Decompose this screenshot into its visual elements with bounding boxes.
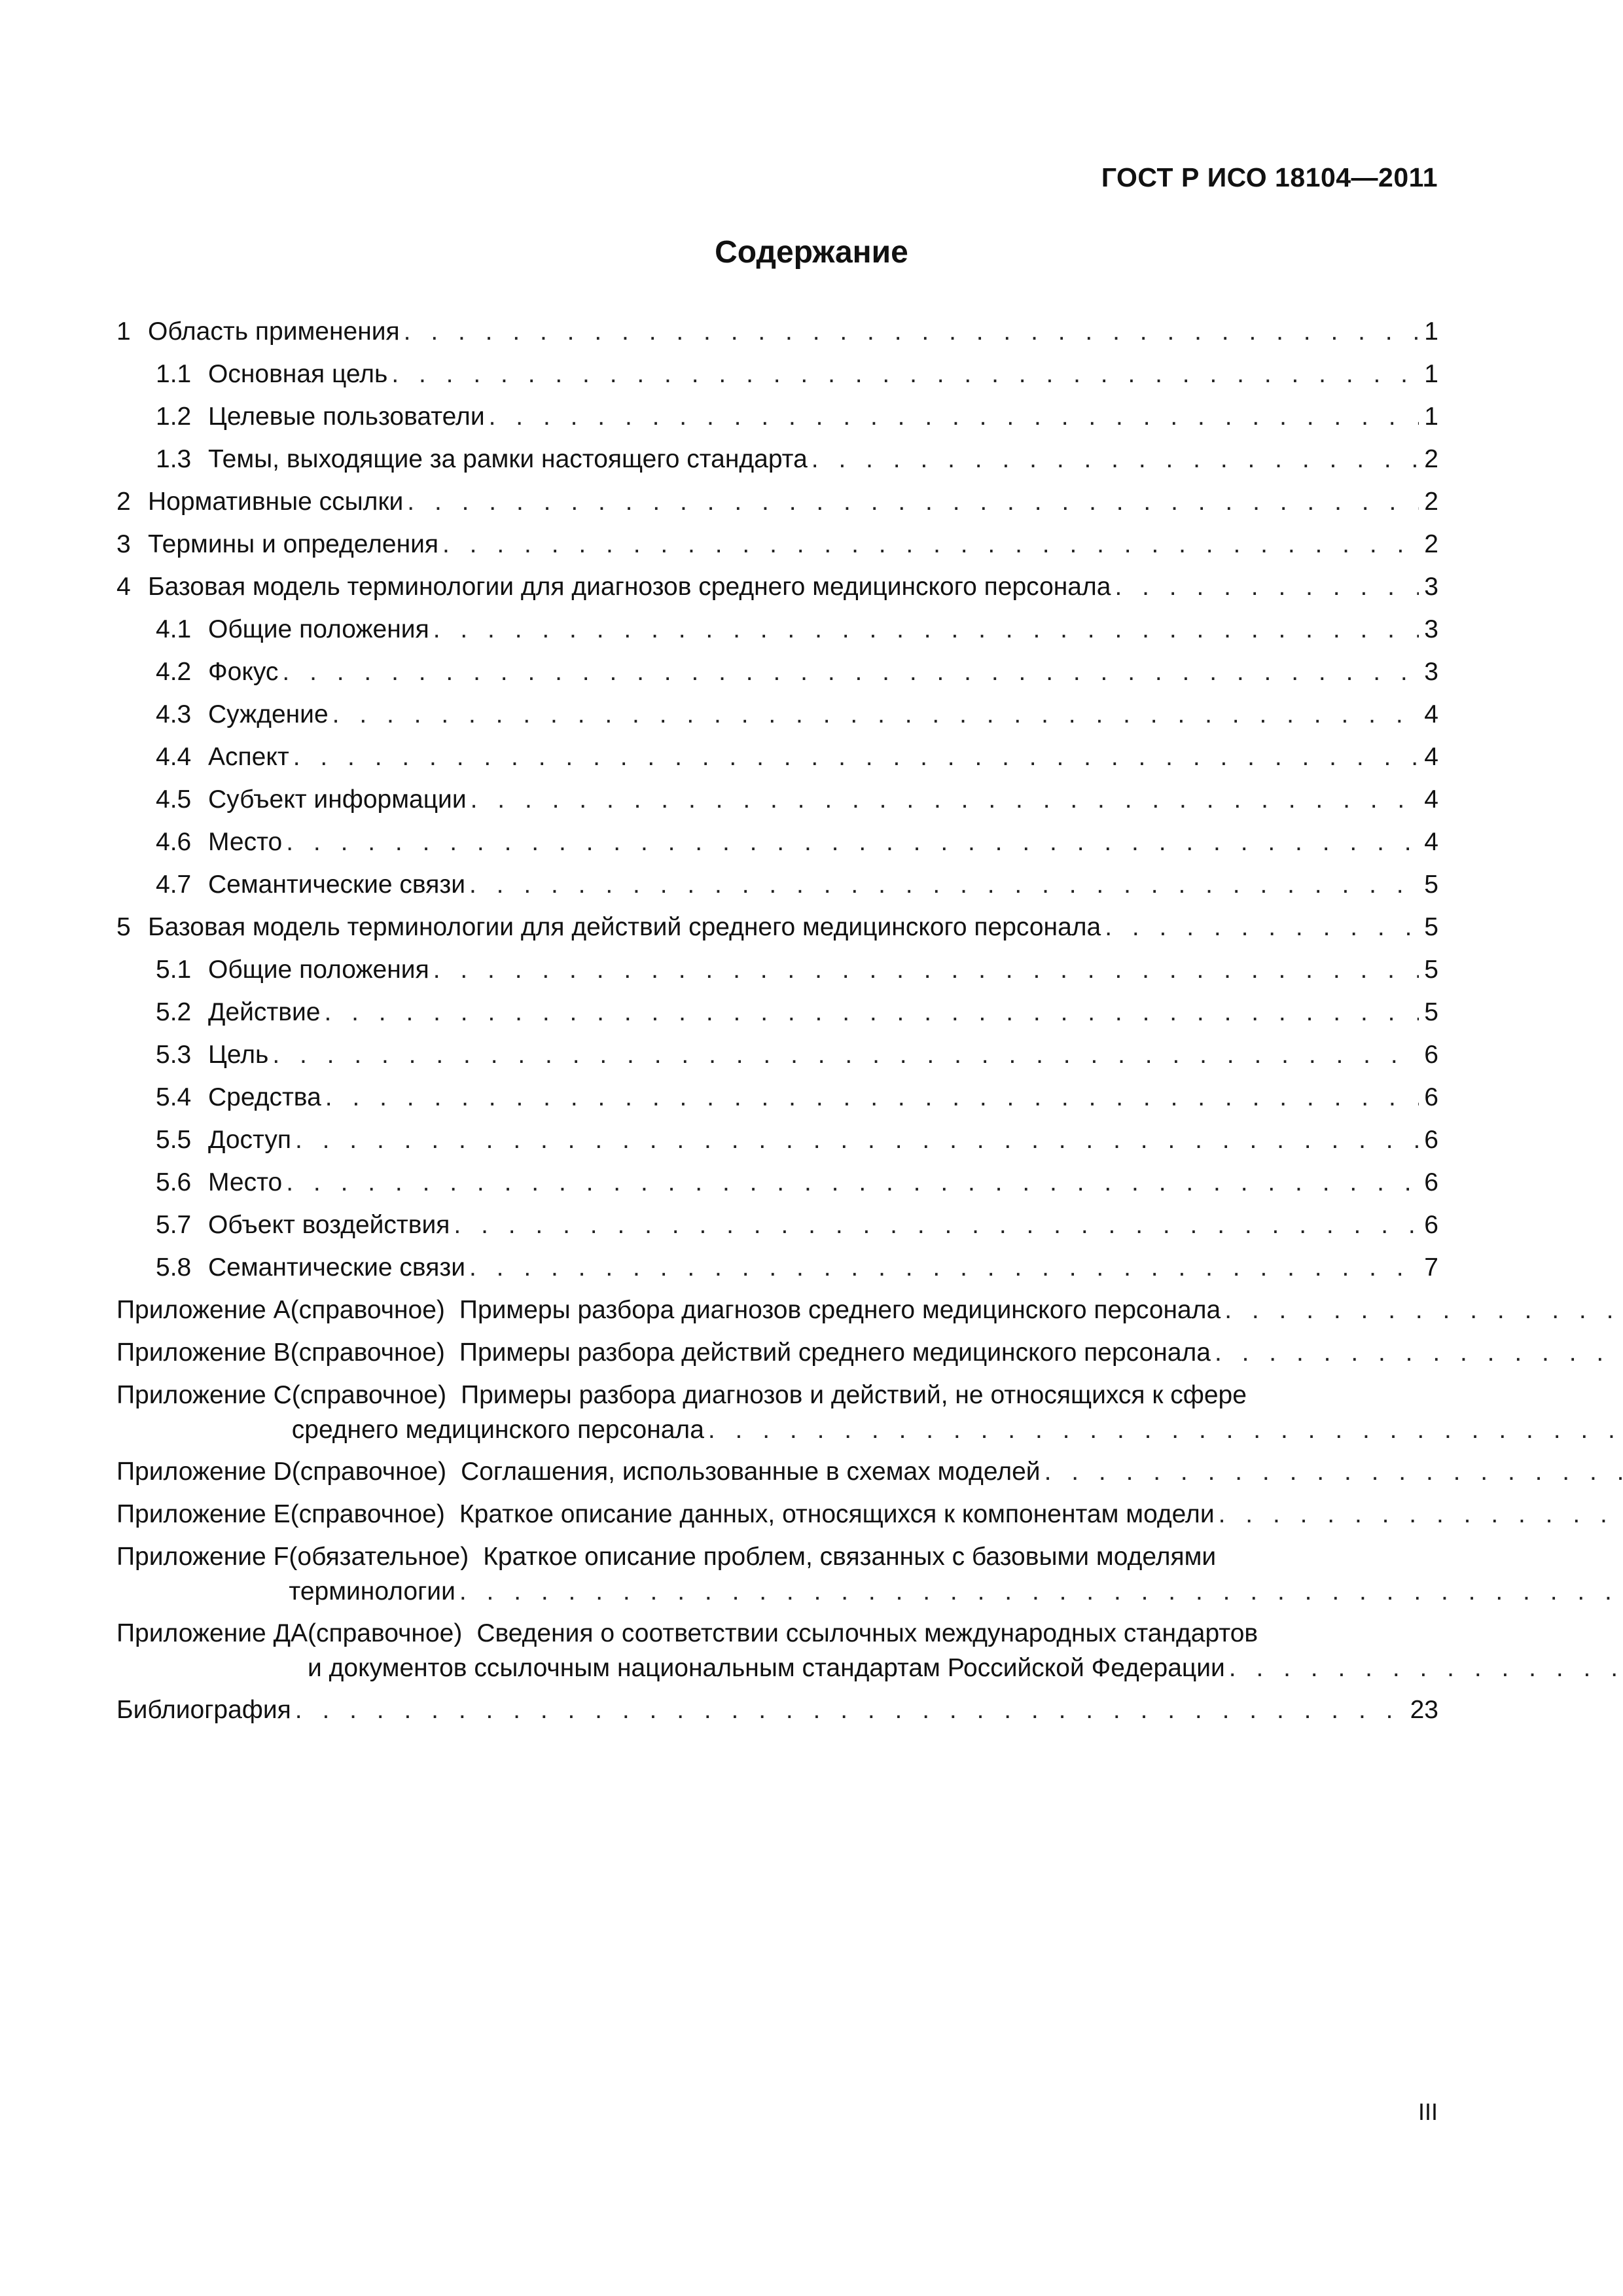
toc-leader-dots [272,1033,1419,1076]
toc-entry-page: 2 [1424,530,1438,558]
toc-entry[interactable] [116,565,1438,608]
toc-leader-dots [1229,1647,1623,1689]
toc-entry-number: 4.4 [156,743,192,771]
toc-entry[interactable] [116,608,1438,651]
toc-entry-number: 5.6 [156,1168,192,1196]
appendix-name: Приложение ДА [116,1619,308,1647]
toc-entry-label: Семантические связи [208,1253,465,1282]
toc-entry-page: 1 [1424,317,1438,346]
bibliography-page: 23 [1410,1696,1438,1724]
toc-entry-page: 6 [1424,1041,1438,1069]
toc-leader-dots [433,948,1419,991]
appendix-body [289,1535,1623,1604]
appendix-title: Сведения о соответствии ссылочных международных стандартов [476,1619,1258,1647]
appendix-title: Примеры разбора действий среднего медицинского персонала [459,1338,1211,1367]
toc-entry-page: 2 [1424,445,1438,473]
toc-entry-number: 5.8 [156,1253,192,1282]
appendix-line [291,1493,1623,1535]
toc-leader-dots [404,310,1419,353]
toc-appendix-entry[interactable] [116,1289,1438,1331]
toc-entry-number: 2 [116,488,131,516]
toc-entry-label: Семантические связи [208,870,465,899]
toc-entry-page: 3 [1424,615,1438,643]
toc-entry-number: 5.5 [156,1126,192,1154]
appendix-type: (справочное) [308,1619,463,1647]
toc-entry[interactable] [116,395,1438,438]
toc-entry-page: 5 [1424,913,1438,941]
toc-leader-dots [286,1161,1419,1204]
toc-entry-page: 1 [1424,403,1438,431]
appendix-continuation [292,1408,1623,1443]
table-of-contents [116,310,1438,1731]
toc-entry-page: 4 [1424,785,1438,814]
toc-entry[interactable] [116,523,1438,565]
toc-entry-label: Нормативные ссылки [148,488,404,516]
toc-leader-dots [282,651,1419,693]
toc-leader-dots [1105,906,1419,948]
toc-entry-page: 3 [1424,658,1438,686]
toc-entry-label: Место [208,828,283,856]
toc-entry-label: Действие [208,998,321,1026]
appendix-name: Приложение В [116,1338,291,1367]
toc-entry[interactable] [116,821,1438,863]
appendix-title-continued: среднего медицинского персонала [291,1416,704,1444]
toc-entry-number: 1.1 [156,360,192,388]
toc-entry-number: 5.4 [156,1083,192,1111]
toc-leader-dots [325,1076,1419,1119]
toc-leader-dots [442,523,1419,565]
toc-leader-dots [286,821,1419,863]
toc-entry-label: Основная цель [208,360,388,388]
toc-entry-label: Базовая модель терминологии для диагнозов среднего медицинского персонала [148,573,1111,601]
appendix-body [291,1331,1623,1374]
toc-leader-dots [459,1570,1623,1613]
toc-entry[interactable] [116,693,1438,736]
appendix-name: Приложение Е [116,1500,291,1528]
toc-entry-number: 1 [116,317,131,346]
toc-entry-label: Целевые пользователи [208,403,485,431]
toc-leader-dots [293,736,1419,778]
toc-entry-number: 5.1 [156,956,192,984]
appendix-type: (справочное) [290,1296,445,1324]
toc-leader-dots [454,1204,1419,1246]
toc-entry[interactable] [116,1204,1438,1246]
toc-entry-label: Цель [208,1041,269,1069]
toc-leader-dots [295,1689,1406,1731]
toc-entry[interactable] [116,310,1438,353]
toc-entry[interactable] [116,1161,1438,1204]
toc-entry-label: Средства [208,1083,321,1111]
toc-entry-page: 4 [1424,743,1438,771]
appendix-type: (справочное) [290,1338,445,1367]
toc-entry[interactable] [116,480,1438,523]
toc-entry-number: 1.2 [156,403,192,431]
toc-entry-label: Суждение [208,700,329,728]
toc-entry-number: 5.2 [156,998,192,1026]
appendix-type: (обязательное) [289,1543,469,1571]
toc-entry[interactable] [116,651,1438,693]
toc-leader-dots [1115,565,1419,608]
toc-entry-page: 5 [1424,870,1438,899]
toc-appendix-entry[interactable] [116,1612,1438,1689]
toc-entry-label: Доступ [208,1126,291,1154]
appendix-title-continued: терминологии [289,1577,455,1605]
appendix-title: Краткое описание данных, относящихся к компонентам модели [459,1500,1215,1528]
toc-entry-number: 1.3 [156,445,192,473]
appendix-continuation [289,1570,1623,1604]
toc-entry-number: 5.3 [156,1041,192,1069]
toc-entry-number: 5.7 [156,1211,192,1239]
toc-leader-dots [391,353,1419,395]
toc-entry-page: 6 [1424,1168,1438,1196]
toc-entry-page: 5 [1424,998,1438,1026]
appendix-body [292,1374,1623,1443]
toc-entry[interactable] [116,948,1438,991]
toc-entry-page: 7 [1424,1253,1438,1282]
toc-entry[interactable] [116,991,1438,1033]
toc-leader-dots [324,991,1419,1033]
toc-entry-label: Общие положения [208,615,429,643]
appendix-type: (справочное) [290,1500,445,1528]
page-number: III [1418,2098,1438,2125]
toc-entry-label: Субъект информации [208,785,467,814]
appendix-title: Краткое описание проблем, связанных с базовыми моделями [483,1543,1217,1571]
toc-entry-page: 2 [1424,488,1438,516]
toc-entry[interactable] [116,1076,1438,1119]
appendix-type: (справочное) [291,1458,447,1486]
toc-appendix-entry[interactable] [116,1493,1438,1535]
toc-leader-dots [1219,1493,1623,1535]
toc-leader-dots [469,863,1419,906]
appendix-type: (справочное) [291,1381,447,1409]
toc-entry[interactable] [116,353,1438,395]
toc-entry-number: 4.3 [156,700,192,728]
toc-entry[interactable] [116,1246,1438,1289]
toc-entry-label: Область применения [148,317,400,346]
appendix-title: Соглашения, использованные в схемах моделей [461,1458,1041,1486]
toc-entry[interactable] [116,1033,1438,1076]
toc-entry-page: 4 [1424,828,1438,856]
appendix-line [291,1289,1623,1331]
toc-leader-dots [1044,1450,1623,1493]
toc-appendix-entry[interactable] [116,1374,1438,1450]
toc-leader-dots [1224,1289,1623,1331]
toc-leader-dots [295,1119,1419,1161]
appendix-title: Примеры разбора диагнозов и действий, не относящихся к сфере [461,1381,1247,1409]
appendix-name: Приложение А [116,1296,291,1324]
appendix-title: Примеры разбора диагнозов среднего медицинского персонала [459,1296,1221,1324]
appendix-name: Приложение F [116,1543,289,1571]
toc-appendix-entry[interactable] [116,1535,1438,1612]
toc-leader-dots [433,608,1419,651]
standard-code: ГОСТ Р ИСО 18104—2011 [1101,162,1438,192]
toc-entry-page: 4 [1424,700,1438,728]
toc-entry-label: Темы, выходящие за рамки настоящего стандарта [208,445,808,473]
toc-entry-label: Место [208,1168,283,1196]
appendix-line [292,1450,1623,1493]
toc-entry-label: Общие положения [208,956,429,984]
toc-leader-dots [708,1408,1623,1451]
appendix-name: Приложение С [116,1381,292,1409]
appendix-body [308,1612,1623,1681]
toc-entry-number: 4.2 [156,658,192,686]
toc-entry[interactable] [116,863,1438,906]
toc-entry-page: 1 [1424,360,1438,388]
appendix-body [291,1493,1623,1535]
toc-entry-label: Фокус [208,658,279,686]
appendix-line [291,1331,1623,1374]
toc-bibliography-entry[interactable] [116,1689,1438,1731]
toc-entry-number: 3 [116,530,131,558]
toc-entry-number: 5 [116,913,131,941]
toc-entry-number: 4.7 [156,870,192,899]
appendix-name: Приложение D [116,1458,292,1486]
toc-appendix-entry[interactable] [116,1331,1438,1374]
appendix-body [291,1289,1623,1331]
appendix-continuation [308,1647,1623,1681]
toc-entry-page: 3 [1424,573,1438,601]
toc-entry[interactable] [116,1119,1438,1161]
toc-leader-dots [1215,1331,1623,1374]
appendix-body [292,1450,1623,1493]
toc-entry-label: Объект воздействия [208,1211,450,1239]
toc-leader-dots [332,693,1419,736]
toc-entry-page: 6 [1424,1126,1438,1154]
toc-entry-number: 4.5 [156,785,192,814]
toc-entry-page: 5 [1424,956,1438,984]
toc-entry-label: Термины и определения [148,530,439,558]
appendix-title-continued: и документов ссылочным национальным стандартам Российской Федерации [308,1654,1225,1682]
toc-entry[interactable] [116,778,1438,821]
page-title: Содержание [715,235,908,270]
toc-appendix-entry[interactable] [116,1450,1438,1493]
toc-entry-page: 6 [1424,1211,1438,1239]
toc-entry-page: 6 [1424,1083,1438,1111]
toc-entry[interactable] [116,438,1438,480]
toc-entry-label: Базовая модель терминологии для действий среднего медицинского персонала [148,913,1101,941]
toc-leader-dots [812,438,1419,480]
toc-leader-dots [471,778,1419,821]
toc-entry[interactable] [116,736,1438,778]
bibliography-label: Библиография [116,1696,291,1724]
toc-entry-label: Аспект [208,743,289,771]
toc-leader-dots [489,395,1419,438]
toc-leader-dots [469,1246,1419,1289]
toc-entry-number: 4.6 [156,828,192,856]
toc-entry[interactable] [116,906,1438,948]
toc-leader-dots [407,480,1419,523]
toc-entry-number: 4 [116,573,131,601]
toc-entry-number: 4.1 [156,615,192,643]
